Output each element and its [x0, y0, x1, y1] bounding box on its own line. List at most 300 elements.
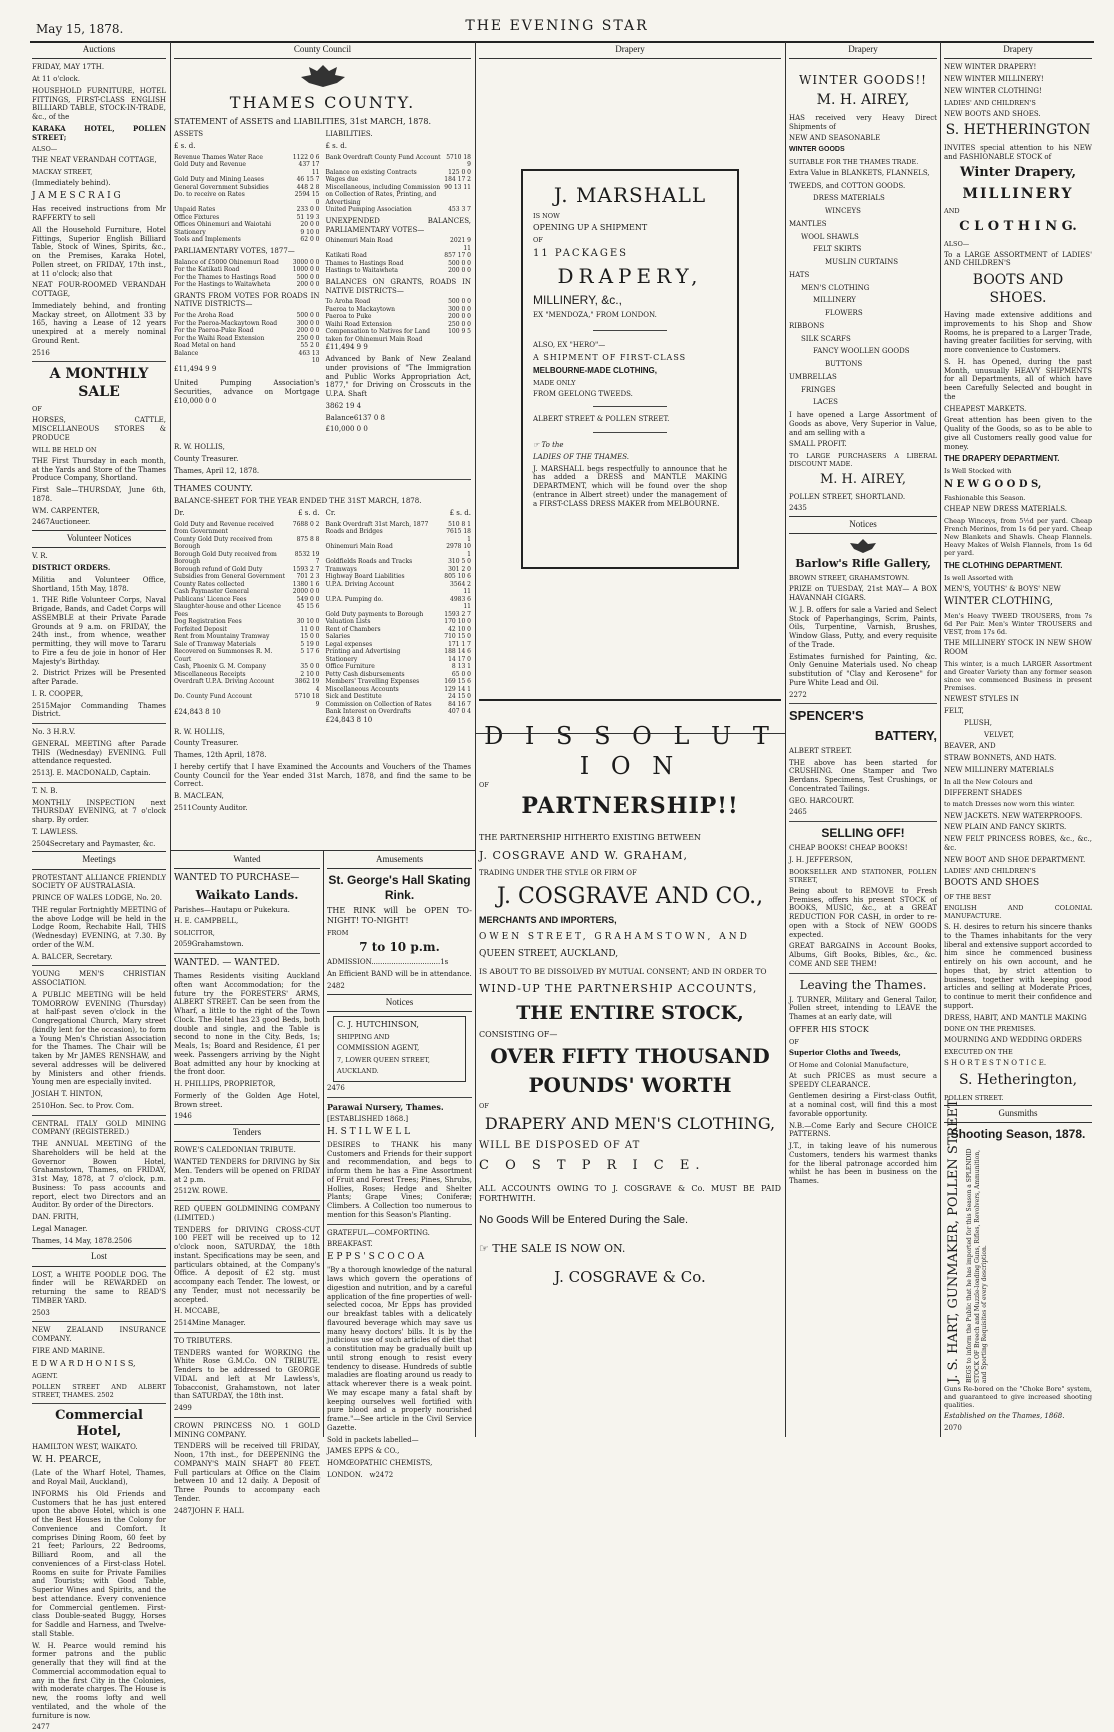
- ledger-item: Borough refund of Gold Duty: [174, 565, 263, 573]
- tender1-sig: W. ROWE.: [191, 1187, 228, 1196]
- mining-role: Legal Manager.: [32, 1224, 88, 1233]
- ledger-row: [326, 328, 472, 343]
- ledger-item: For the Waihi Road Extension: [174, 334, 265, 342]
- marshall-tweeds: FROM GEELONG TWEEDS.: [533, 389, 633, 398]
- liabilities-table: [326, 154, 472, 214]
- ledger-amount: 1593 2 7: [292, 565, 320, 573]
- ledger-amount: 11 0 0: [300, 625, 320, 633]
- ledger-amount: 129 14 1: [444, 685, 471, 693]
- ledger-item: Bank Overdraft County Fund Account: [325, 153, 441, 161]
- disposed-of: WILL BE DISPOSED OF AT: [479, 1139, 641, 1151]
- airey-title: M. H. AIREY,: [816, 92, 910, 109]
- ledger-amount: 20 0 0: [300, 221, 320, 229]
- ad-number: 2513: [32, 769, 50, 777]
- ledger-row: [174, 693, 320, 708]
- ledger-item: Forfeited Deposit: [174, 625, 227, 633]
- ad-rule: [327, 1224, 472, 1225]
- total-10k: £10,000 0 0: [325, 425, 368, 434]
- het-dress-making: DRESS, HABIT, AND MANTLE MAKING: [944, 1013, 1087, 1022]
- ledger-amount: 250 0 0: [448, 320, 471, 328]
- ledger-item: For the Paeroa-Puke Road: [174, 327, 254, 334]
- airey-item: Extra Value in BLANKETS, FLANNELS,: [789, 168, 930, 177]
- dr-total: £24,843 8 10: [174, 708, 221, 717]
- het-dress-materials: CHEAP NEW DRESS MATERIALS.: [944, 505, 1068, 514]
- het-assortment: To a LARGE ASSORTMENT of LADIES' AND CHILDREN'S: [944, 250, 1092, 268]
- het-shades: DIFFERENT SHADES: [944, 788, 1023, 797]
- section-volunteer-head: Volunteer Notices: [32, 530, 166, 548]
- ledger-item: Miscellaneous Receipts: [174, 670, 246, 678]
- balg-heading: BALANCES ON GRANTS, ROADS IN NATIVE DISTRICTS—: [325, 277, 471, 295]
- ledger-amount: 710 15 0: [444, 633, 471, 641]
- section-drapery-head: Drapery: [944, 42, 1092, 59]
- column-divider: [940, 42, 941, 1437]
- cocoa-body: "By a thorough knowledge of the natural laws which govern the operations of digestion and nutrition, and by a careful application of the fine properties of well-selected cocoa, Mr Epps has provided our breakfast tables with a delicately flavoured beverage which may save us many heavy doctors' bills. It is by the judicious use of such articles of diet that a constitution may be gradually built up until strong enough to resist every tendency to disease. Hundreds of subtle maladies are floating around us ready to attack wherever there is a weak point. We may escape many a fatal shaft by keeping ourselves well fortified with pure blood and a properly nourished frame."—See article in the Civil Service Gazette.: [327, 1266, 473, 1432]
- liabilities-block: [326, 130, 472, 437]
- ledger-item: Bank Overdraft 31st March, 1877: [325, 520, 429, 528]
- ledger-amount: 310 5 0: [448, 558, 471, 566]
- ledger-row: [326, 663, 472, 671]
- het-address: POLLEN STREET.: [944, 1093, 1004, 1102]
- tender4-sign: [174, 1507, 320, 1516]
- wanted-sign: [174, 940, 320, 949]
- airey-item: LACES: [813, 398, 838, 407]
- ledger-amount: 7688 0 2: [292, 520, 320, 528]
- ledger-row: [326, 708, 472, 716]
- liabilities-heading: LIABILITIES.: [325, 130, 373, 139]
- issue-date: May 15, 1878.: [36, 22, 124, 36]
- ledger-item: Tools and Implements: [174, 236, 241, 244]
- ledger-amount: 5710 18 9: [294, 693, 320, 708]
- meeting-lodge: PRINCE OF WALES LODGE, No. 20.: [32, 894, 163, 902]
- pumping-value: £10,000 0 0: [174, 396, 217, 405]
- ad-number: 2511: [174, 803, 192, 812]
- ledger-amount: 3862 19 4: [294, 678, 320, 693]
- het-invites: INVITES special attention to his NEW and FASHIONABLE STOCK of: [944, 143, 1092, 161]
- dr-heading: Dr.: [174, 509, 185, 517]
- ledger-item: General Government Subsidies: [174, 183, 269, 191]
- het-style: FELT,: [944, 707, 964, 715]
- ledger-row: [326, 184, 472, 207]
- ad-rule: [32, 723, 166, 724]
- ledger-item: Ohinemuri Main Road: [325, 237, 393, 245]
- section-divider: [170, 850, 475, 851]
- ledger-amount: 500 0 0: [448, 259, 471, 267]
- tender3-body: TENDERS wanted for WORKING the White Rose G.M.Co. ON TRIBUTE. Tenders to be addressed to GEORGE VIDAL and left at Mr Lawless's, Tobacconist, Grahamstown, not later than SATURDAY, the 18th inst.: [174, 1348, 320, 1401]
- het-winter-assortment: This winter, is a much LARGER Assortment and Greater Variety than any former season since we commenced Business in present Premises.: [944, 659, 1092, 693]
- ledger-row: [326, 169, 472, 177]
- tender2-sign: [174, 1319, 320, 1328]
- het-assorted: Is well Assorted with: [944, 573, 1014, 582]
- grants-table: [174, 312, 320, 365]
- consisting-of: CONSISTING OF—: [479, 1029, 558, 1039]
- auction-body: NEAT FOUR-ROOMED VERANDAH COTTAGE,: [32, 281, 166, 298]
- ledger-amount: 1000 0 0: [292, 266, 320, 273]
- district-orders: DISTRICT ORDERS.: [32, 563, 111, 572]
- marshall-ad-box: [521, 169, 739, 569]
- airey-item: SILK SCARFS: [801, 334, 851, 343]
- ledger-amount: 14 17 0: [448, 655, 471, 663]
- airey-suitable: SUITABLE FOR THE THAMES TRADE.: [789, 157, 919, 166]
- hart-established: Established on the Thames, 1868.: [944, 1412, 1065, 1421]
- het-newest: NEWEST STYLES IN: [944, 695, 1019, 704]
- wanted-place: Grahamstown.: [191, 940, 244, 949]
- marshall-clothing: MELBOURNE-MADE CLOTHING,: [533, 365, 657, 375]
- het-line: LADIES' AND CHILDREN'S: [944, 98, 1036, 107]
- ledger-amount: 169 15 6: [444, 678, 471, 686]
- cr-heading: Cr.: [325, 509, 336, 517]
- het-body: Great attention has been given to the Quality of the Goods, so as to be able to give all Customers really good value for money.: [944, 416, 1092, 451]
- ledger-amount: 170 10 0: [444, 618, 471, 626]
- ledger-amount: 2 10 0: [300, 670, 320, 678]
- ledger-row: [326, 566, 472, 574]
- het-line: NEW WINTER MILLINERY!: [944, 75, 1044, 83]
- parl-table: [174, 259, 320, 289]
- ledger-item: Balance on existing Contracts: [325, 168, 417, 176]
- marshall-ladies: LADIES OF THE THAMES.: [533, 452, 630, 461]
- airey-item: MUSLIN CURTAINS: [825, 258, 899, 267]
- ledger-amount: 51 19 3: [296, 213, 320, 221]
- balance-sheet: [174, 509, 471, 728]
- ledger-item: Waihi Road Extension: [325, 320, 392, 328]
- assets-block: [174, 130, 320, 437]
- ledger-amount: 500 0 0: [448, 298, 471, 306]
- ledger-item: Wages due: [325, 176, 359, 184]
- auditor-sig: B. MACLEAN,: [174, 792, 224, 800]
- jefferson-body: Being about to REMOVE to Fresh Premises, offers his present STOCK of BOOKS, MUSIC, &c., at a GREAT REDUCTION FOR CASH, in order to re-open with a Stock of NEW GOODS expected.: [789, 886, 937, 939]
- column-hetherington: [944, 42, 1092, 1437]
- airey-item: MANTLES: [789, 219, 827, 228]
- money-heading: £ s. d.: [449, 509, 471, 517]
- ledger-item: Sick and Destitute: [325, 693, 382, 701]
- auction-body: All the Household Furniture, Hotel Fittings, Superior English Billiard Table, Stock of Wines, Spirits, &c., on the Premises, Karaka Hotel, Pollen street, on FRIDAY, 17th inst., at 11 o'clock; also that: [32, 225, 166, 278]
- ledger-row: [174, 191, 320, 206]
- turner-manufacture: Of Home and Colonial Manufacture,: [789, 1060, 909, 1069]
- pumping-row: [174, 379, 320, 405]
- mining-sign: [32, 1237, 166, 1246]
- hrv-sig: J. E. MACDONALD, Captain.: [49, 769, 151, 777]
- bs-treasurer-sig: R. W. HOLLIS,: [174, 727, 225, 736]
- tender3-title: TO TRIBUTERS.: [174, 1336, 233, 1345]
- hetherington-title: S. HETHERINGTON: [945, 122, 1091, 139]
- het-trousers: Men's Heavy TWEED TROUSERS, from 7s 6d Per Pair. Men's Winter TROUSERS and VEST, from 17s 6d.: [944, 611, 1092, 637]
- wanted-parishes: Parishes—Hautapu or Pukekura.: [174, 905, 290, 914]
- ledger-item: Publicans' Licence Fees: [174, 595, 247, 603]
- het-bonnets: STRAW BONNETS, AND HATS.: [944, 754, 1057, 762]
- ledger-amount: 200 0 0: [448, 267, 471, 275]
- cr-block: [326, 509, 472, 728]
- ledger-row: [326, 267, 472, 275]
- turner-cloths: Superior Cloths and Tweeds,: [789, 1047, 901, 1057]
- ledger-row: [174, 521, 320, 536]
- het-materials: NEW MILLINERY MATERIALS: [944, 765, 1054, 774]
- het-winter-drapery: Winter Drapery,: [959, 165, 1076, 181]
- marshall-line: OPENING UP A SHIPMENT: [533, 223, 648, 233]
- ledger-row: [174, 566, 320, 574]
- airey-item: FANCY WOOLLEN GOODS: [813, 347, 910, 356]
- hutchinson-line: COMMISSION AGENT,: [337, 1044, 420, 1052]
- hrv-body: GENERAL MEETING after Parade THIS (Wednesday) EVENING. Full attendance requested.: [32, 739, 166, 766]
- ymca-title: YOUNG MEN'S CHRISTIAN ASSOCIATION.: [32, 970, 166, 987]
- ledger-item: Unpaid Rates: [174, 206, 216, 214]
- turner-thanks: J.T., in taking leave of his numerous Customers, tenders his warmest thanks for the liberal patronage accorded him whilst he has been in business on the Thames.: [789, 1142, 937, 1185]
- auction-day: FRIDAY, MAY 17TH.: [32, 63, 105, 72]
- marshall-title: J. MARSHALL: [553, 183, 707, 208]
- ledger-row: [326, 641, 472, 649]
- het-manufacture: ENGLISH AND COLONIAL MANUFACTURE.: [944, 903, 1092, 920]
- balance-sheet-title: THAMES COUNTY.: [174, 484, 253, 494]
- ledger-row: [174, 641, 320, 649]
- ledger-row: [326, 656, 472, 664]
- airey-item: RIBBONS: [789, 321, 825, 330]
- tender4-title: CROWN PRINCESS NO. 1 GOLD MINING COMPANY.: [174, 1421, 320, 1439]
- ledger-amount: 8532 19 7: [294, 550, 320, 566]
- het-skirts: NEW PLAIN AND FANCY SKIRTS.: [944, 823, 1067, 832]
- turner-offer: OFFER HIS STOCK: [789, 1024, 869, 1034]
- airey-item: BUTTONS: [825, 360, 863, 369]
- ad-rule: [593, 432, 667, 433]
- ad-number: 2477: [32, 1723, 50, 1732]
- ad-rule: [479, 699, 781, 701]
- column-auctions: [32, 42, 166, 1732]
- ledger-amount: 5 19 0: [300, 640, 320, 648]
- parl-heading: PARLIAMENTARY VOTES, 1877—: [174, 246, 295, 255]
- cocoa-maker: JAMES EPPS & CO.,: [327, 1447, 400, 1456]
- ledger-amount: 1593 2 7: [444, 610, 471, 618]
- ledger-item: Gold Duty and Mining Leases: [174, 176, 264, 184]
- ledger-row: [326, 176, 472, 184]
- ledger-row: [174, 161, 320, 176]
- het-stocked: Is Well Stocked with: [944, 467, 1012, 476]
- ledger-item: Recovered on Summonses R. M. Court: [174, 648, 273, 663]
- auction-body: Has received instructions from Mr RAFFERTY to sell: [32, 205, 166, 222]
- het-body: S. H. has Opened, during the past Month, unusually HEAVY SHIPMENTS for all Departments, all of which have been Carefully Selected and bought in the: [944, 357, 1092, 401]
- ymca-sign: [32, 1102, 166, 1111]
- ledger-item: Hastings to Waitawheta: [325, 267, 399, 275]
- turner-body: J. TURNER, Military and General Tailor, Pollen street, intending to LEAVE the Thames at an early date, will: [789, 995, 937, 1021]
- orders-role: Major Commanding Thames District.: [32, 701, 166, 719]
- wanted2-formerly: Formerly of the Golden Age Hotel, Brown street.: [174, 1091, 320, 1109]
- auction-also: ALSO—: [32, 145, 58, 154]
- cocoa-sign: [327, 1471, 472, 1480]
- insurance-agent: E D W A R D H O N I S S,: [32, 1358, 136, 1368]
- airey-item: MEN'S CLOTHING: [801, 283, 870, 292]
- column-divider: [475, 42, 476, 1437]
- pumping-label: United Pumping Association's Securities, advance on Mortgage: [174, 379, 320, 396]
- cost-price: C O S T P R I C E.: [479, 1158, 706, 1174]
- hotel-late: (Late of the Wharf Hotel, Thames, and Royal Mail, Auckland),: [32, 1469, 166, 1487]
- vr-crest: V. R.: [32, 552, 48, 561]
- winter-goods: WINTER GOODS!!: [799, 73, 927, 88]
- section-lost-head: Lost: [32, 1248, 166, 1266]
- ledger-amount: 437 17 11: [298, 161, 320, 176]
- ad-rule: [32, 965, 166, 966]
- bs-date: Thames, 12th April, 1878.: [174, 751, 267, 759]
- ledger-row: [174, 603, 320, 618]
- insurance-addr: POLLEN STREET AND ALBERT STREET, THAMES.: [32, 1382, 166, 1399]
- ledger-row: [174, 618, 320, 626]
- het-match: to match Dresses now worn this winter.: [944, 800, 1075, 809]
- pounds-worth: POUNDS' WORTH: [528, 1072, 732, 1097]
- ledger-item: Miscellaneous Accounts: [325, 685, 399, 693]
- jefferson-body: GREAT BARGAINS in Account Books, Albums, Gift Books, Bibles, &c., &c. COME AND SEE THEM!: [789, 942, 937, 968]
- section-wanted-head: Wanted: [174, 852, 320, 869]
- marshall-ship: EX "MENDOZA," FROM LONDON.: [533, 311, 657, 319]
- ledger-row: [174, 327, 320, 335]
- meeting-title: PROTESTANT ALLIANCE FRIENDLY SOCIETY OF AUSTRALASIA.: [32, 873, 166, 891]
- het-boots: BOOTS AND SHOES.: [972, 272, 1064, 306]
- het-line: NEW BOOTS AND SHOES.: [944, 109, 1041, 118]
- ledger-item: For the Aroha Road: [174, 312, 234, 319]
- wind-up: WIND-UP THE PARTNERSHIP ACCOUNTS,: [479, 982, 758, 995]
- het-sign: S. Hetherington,: [958, 1072, 1078, 1088]
- airey-item: WOOL SHAWLS: [801, 232, 859, 241]
- ledger-amount: 171 1 7: [448, 640, 471, 648]
- mining-sig: DAN. FRITH,: [32, 1213, 79, 1221]
- ad-number: 2502: [97, 1390, 114, 1399]
- ad-rule: [174, 1200, 320, 1201]
- monthly-body: THE First Thursday in each month, at the Yards and Store of the Thames Produce Company, Shortland.: [32, 456, 166, 483]
- section-amusements-head: Amusements: [327, 852, 472, 869]
- auction-lots: HOUSEHOLD FURNITURE, HOTEL FITTINGS, FIRST-CLASS ENGLISH BILLIARD TABLE, STOCK-IN-TRADE, &c., of the: [32, 86, 166, 121]
- ledger-item: Highway Board Liabilities: [325, 573, 405, 581]
- dissolution-line: THE PARTNERSHIP HITHERTO EXISTING BETWEEN: [479, 832, 701, 842]
- hotel-body: INFORMS his Old Friends and Customers that he has just entered upon the above Hotel, which is one of the Best Houses in the Colony for Convenience and Comfort. It comprises Dining Room, 60 feet by 21 feet; Parlours, 22 Bedrooms, Billiard Room, and all the conveniences of a First-class Hotel. Rooms en suite for Private Families and Tourists; with Good Table, Superior Wines and Spirits, and the best attendance. Every convenience for Commercial gentlemen. First-class Double-seated Buggy, Horses for Saddle and Harness, and Twelve-stall Stable.: [32, 1489, 166, 1638]
- ledger-amount: 4983 6 11: [450, 595, 471, 611]
- het-prices: Cheap Winceys, from 5½d per yard. Cheap French Merinos, from 1s 6d per yard. Cheap New Blankets and Shawls. Cheap Flannels. Heavy Makes of Welsh Flannels, from 1s 6d per yard.: [944, 516, 1092, 558]
- tender2-title: RED QUEEN GOLDMINING COMPANY (LIMITED.): [174, 1205, 320, 1222]
- ledger-item: Thames to Hastings Road: [325, 259, 404, 267]
- het-boots-shoes: BOOTS AND SHOES: [944, 878, 1040, 889]
- ledger-item: Stationery: [325, 655, 358, 663]
- ledger-amount: 875 8 8: [296, 535, 320, 543]
- ledger-item: Paeroa to Mackaytown: [325, 305, 395, 313]
- section-divider: [475, 733, 785, 734]
- lost-body: LOST, a WHITE POODLE DOG. The finder will be REWARDED on returning the same to READ'S TIMBER YARD.: [32, 1270, 166, 1305]
- tender2-body: TENDERS for DRIVING CROSS-CUT 100 FEET will be received up to 12 o'clock noon, SATURDAY, the 18th instant. Specifications may be seen, and particulars obtained, at the Company's Office. A deposit of £2 stg. must accompany each Tender. The lowest, or any Tender, must not necessarily be accepted.: [174, 1225, 320, 1304]
- ledger-item: Valuation Lists: [325, 618, 371, 626]
- het-style: BEAVER, AND: [944, 742, 996, 751]
- ledger-row: [326, 633, 472, 641]
- airey-winter: WINTER GOODS: [789, 146, 845, 153]
- balance-value: 6137 0 8: [353, 413, 385, 422]
- rink-title: St. George's Hall Skating Rink.: [328, 873, 471, 903]
- ledger-item: Roads and Bridges: [325, 528, 383, 536]
- ad-number: 2476: [327, 1084, 345, 1092]
- ledger-amount: 549 0 0: [296, 595, 320, 603]
- ledger-amount: 3000 0 0: [292, 258, 320, 266]
- rifle-body: W. J. B. offers for sale a Varied and Select Stock of Paperhangings, Scrim, Paints, Oils, Turpentine, Varnish, Brushes, Window Glass, Putty, and every requisite of the Trade.: [789, 605, 937, 649]
- monthly-held: WILL BE HELD ON: [32, 445, 97, 454]
- cocoa-chemists: HOMŒOPATHIC CHEMISTS,: [327, 1459, 433, 1467]
- section-meetings-head: Meetings: [32, 851, 166, 869]
- het-executed: EXECUTED ON THE: [944, 1048, 1013, 1057]
- ad-rule: [327, 1097, 472, 1098]
- section-gunsmiths-head: Gunsmiths: [944, 1105, 1092, 1123]
- het-notice: S H O R T E S T N O T I C E.: [944, 1059, 1047, 1068]
- wanted2-body: Thames Residents visiting Auckland often want Accommodation; for the future try the FORESTERS' ARMS, ALBERT STREET. Can be seen from the Wharf, a little to the right of the Town Clock. The Hotel has 23 good Beds, both double and single, and the Table is second to none in the City. Beds, 1s; Meals, 1s; Board and Residence, £1 per week. Passengers arriving by the Night Boat admitted any hour by knocking at the front door.: [174, 972, 320, 1077]
- dissolution-address: OWEN STREET, GRAHAMSTOWN, AND: [479, 932, 750, 943]
- ad-rule: [789, 703, 937, 704]
- rink-admission: ADMISSION...............................1s: [327, 958, 449, 967]
- wanted2-sig: H. PHILLIPS, PROPRIETOR,: [174, 1080, 276, 1089]
- airey-seasonable: NEW AND SEASONABLE: [789, 134, 881, 143]
- ledger-item: Balance: [174, 349, 199, 357]
- tnb-sign: [32, 840, 166, 849]
- ledger-row: [174, 633, 320, 641]
- ledger-amount: 453 3 7: [448, 206, 471, 214]
- ledger-amount: 55 2 0: [300, 342, 320, 349]
- ledger-row: [326, 693, 472, 701]
- tender2-role: Mine Manager.: [191, 1319, 246, 1328]
- ad-number: 2435: [789, 504, 807, 513]
- het-thanks: S. H. desires to return his sincere thanks to the Thames inhabitants for the very liberal and extensive support accorded to him since he commenced business entirely on his own account, and he hopes that, by strict attention to business, together with keeping good articles and selling at Moderate Prices, to continue to merit their confidence and support.: [944, 923, 1092, 1010]
- ledger-item: Revenue Thames Water Race: [174, 153, 263, 161]
- assets-heading: ASSETS: [174, 130, 204, 139]
- ledger-amount: 2594 15 0: [294, 191, 320, 206]
- insurance-fire: FIRE AND MARINE.: [32, 1346, 105, 1355]
- turner-of: OF: [789, 1037, 799, 1046]
- ad-number: 2059: [174, 940, 192, 949]
- auction-street: MACKAY STREET,: [32, 168, 93, 177]
- auction-behind: (Immediately behind).: [32, 179, 111, 188]
- ad-number: 2512: [174, 1187, 192, 1196]
- ledger-item: Miscellaneous, including Commission on Collection of Rates, Printing, and Advertising: [325, 183, 441, 206]
- wanted2-title: WANTED. — WANTED.: [174, 957, 280, 968]
- ledger-item: County Gold Duty received from Borough: [174, 535, 273, 551]
- ledger-row: [174, 678, 320, 693]
- ledger-row: [174, 573, 320, 581]
- ledger-item: Do. to receive on Rates: [174, 191, 245, 199]
- het-fashionable: Fashionable this Season.: [944, 494, 1026, 502]
- ledger-row: [174, 236, 320, 244]
- nursery-est: [ESTABLISHED 1868.]: [327, 1114, 409, 1123]
- marshall-body: J. MARSHALL begs respectfully to announce that he has added a DRESS and MANTLE MAKING DEPARTMENT, which will be found over the shop (entrance in Albert street) under the management of a FIRST-CLASS DRESS MAKER from MELBOURNE.: [533, 464, 727, 508]
- ledger-row: [174, 342, 320, 350]
- meeting-body: THE regular Fortnightly MEETING of the above Lodge will be held in the Lodge Room, Rechabite Hall, THIS (Wednesday) EVENING, at 7.30. By order of the W.M.: [32, 905, 166, 949]
- ledger-amount: 62 0 0: [300, 236, 320, 244]
- ledger-row: [174, 274, 320, 282]
- cheap-books: CHEAP BOOKS! CHEAP BOOKS!: [789, 844, 908, 852]
- het-and: AND: [944, 207, 960, 216]
- ledger-item: For the Katikati Road: [174, 266, 240, 273]
- ledger-row: [326, 581, 472, 596]
- ledger-amount: 5 17 6: [300, 648, 320, 656]
- waikato-lands: Waikato Lands.: [195, 887, 299, 902]
- het-style: PLUSH,: [964, 718, 992, 727]
- ledger-amount: 84 16 7: [448, 700, 471, 708]
- het-orders: MOURNING AND WEDDING ORDERS: [944, 1036, 1082, 1045]
- turner-clearance: At such PRICES as must secure a SPEEDY CLEARANCE.: [789, 1071, 937, 1089]
- monthly-items: HORSES, CATTLE, MISCELLANEOUS STORES & PRODUCE: [32, 416, 166, 442]
- hutchinson-name: C. J. HUTCHINSON,: [337, 1019, 419, 1029]
- bs-treasurer-role: County Treasurer.: [174, 739, 239, 748]
- ad-rule: [593, 330, 667, 331]
- ledger-row: [326, 260, 472, 268]
- het-line: NEW WINTER CLOTHING!: [944, 86, 1042, 95]
- tnb-body: MONTHLY INSPECTION next THURSDAY EVENING, at 7 o'clock sharp. By order.: [32, 798, 166, 824]
- ledger-amount: 5710 18 9: [446, 153, 471, 169]
- ledger-row: [174, 663, 320, 671]
- drapery-clothing: DRAPERY AND MEN'S CLOTHING,: [484, 1113, 776, 1133]
- ledger-item: Offices Ohinemuri and Waiotahi: [174, 221, 272, 229]
- ledger-row: [326, 558, 472, 566]
- ymca-role: Hon. Sec. to Prov. Com.: [49, 1101, 134, 1110]
- mining-body: THE ANNUAL MEETING of the Shareholders will be held at the Governor Bowen Hotel, Grahamstown, Thames, on FRIDAY, 31st May, 1878, at 7 o'clock, p.m. Business: To pass accounts and report, elect two Directors and an Auditor. By order of the Directors.: [32, 1140, 166, 1210]
- money-heading: £ s. d.: [174, 142, 196, 150]
- ledger-item: For the Hastings to Waitawheta: [174, 281, 271, 288]
- rifle-gallery-address: BROWN STREET, GRAHAMSTOWN.: [789, 574, 910, 583]
- ad-rule: [32, 1321, 166, 1322]
